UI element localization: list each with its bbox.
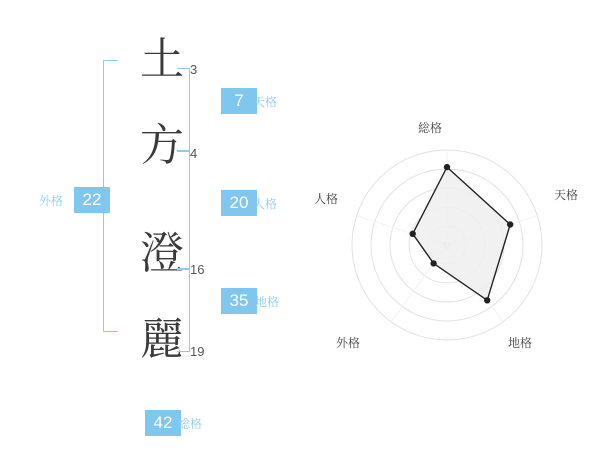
badge-jinkaku-value: 20 <box>221 190 257 216</box>
radar-data-point <box>444 164 450 170</box>
radar-chart <box>300 0 600 470</box>
radar-data-point <box>410 231 416 237</box>
kanji-stroke-count: 19 <box>190 344 205 359</box>
radar-data-point <box>507 221 513 227</box>
radar-data-point <box>484 297 490 303</box>
axis-label-gaikaku: 外格 <box>336 336 361 350</box>
kanji-stroke-count: 4 <box>190 146 198 161</box>
kanji-character: 麗 <box>140 314 184 365</box>
kanji-character: 澄 <box>140 228 184 279</box>
name-breakdown-panel <box>0 0 300 470</box>
label-gaikaku: 外格 <box>39 194 64 208</box>
axis-label-tenkaku: 天格 <box>554 188 579 202</box>
badge-soukaku-value: 42 <box>145 410 181 436</box>
badge-tenkaku-value: 7 <box>221 88 257 114</box>
label-chikaku: 地格 <box>255 295 280 309</box>
bracket-tenkaku <box>177 68 190 152</box>
radar-chart-panel <box>300 0 600 470</box>
label-jinkaku: 人格 <box>253 197 278 211</box>
label-soukaku: 総格 <box>178 417 203 431</box>
bracket-jinkaku <box>177 150 190 270</box>
axis-label-jinkaku: 人格 <box>314 192 339 206</box>
kanji-stroke-count: 3 <box>190 62 198 77</box>
badge-gaikaku-value: 22 <box>74 187 110 213</box>
kanji-stroke-count: 16 <box>190 262 205 277</box>
kanji-character: 土 <box>140 34 184 85</box>
badge-chikaku-value: 35 <box>221 288 257 314</box>
axis-label-soukaku: 総格 <box>418 121 443 135</box>
axis-label-chikaku: 地格 <box>508 336 533 350</box>
bracket-chikaku <box>177 268 190 352</box>
radar-data-point <box>430 260 436 266</box>
label-tenkaku: 天格 <box>253 95 278 109</box>
kanji-character: 方 <box>140 120 184 171</box>
